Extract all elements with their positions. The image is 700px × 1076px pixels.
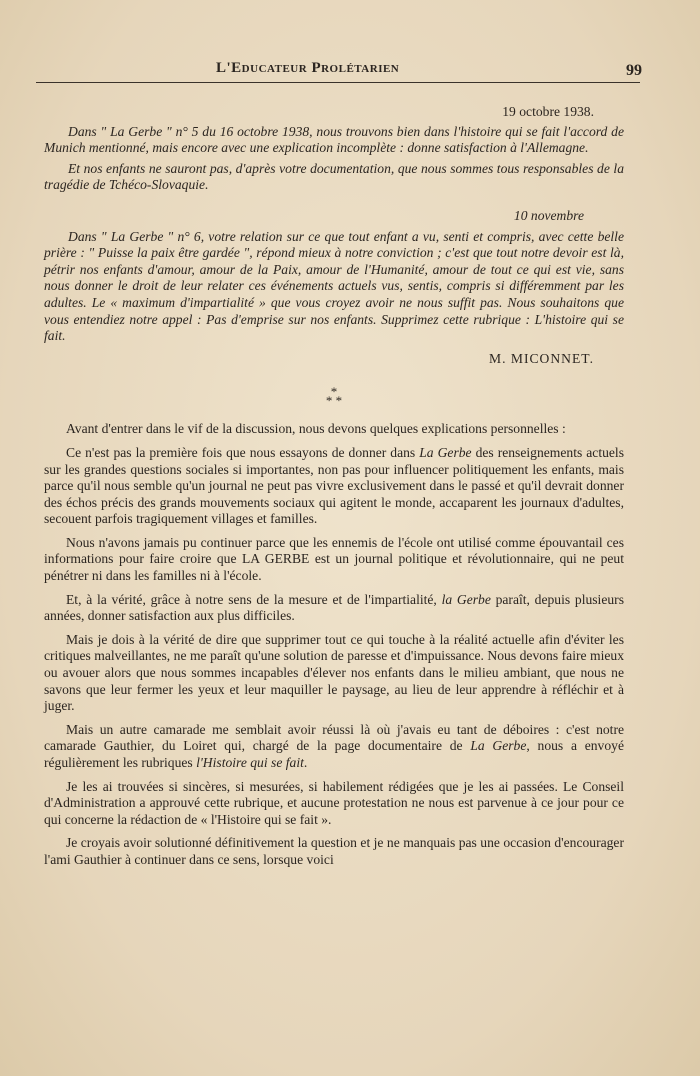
asterism-glyph: * * *: [325, 384, 343, 409]
body-paragraph: [44, 592, 624, 625]
page-number: 99: [626, 62, 642, 79]
letter-date-1: 19 octobre 1938.: [502, 104, 594, 119]
running-title: L'Educateur Prolétarien: [216, 60, 400, 76]
body-paragraph: [44, 445, 624, 528]
journal-title: la Gerbe: [441, 591, 491, 607]
rubric-title: l'Histoire qui se fait: [196, 755, 304, 770]
quoted-letter: [44, 104, 624, 367]
letter-paragraph: Et nos enfants ne sauront pas, d'après votre documentation, que nous sommes tous responsables de la tragédie de Tchéco-Slovaquie.: [44, 160, 624, 193]
journal-title: La Gerbe: [470, 738, 527, 754]
text-run: Et, à la vérité, grâce à notre sens de la mesure et de l'impartialité,: [66, 591, 442, 607]
text-run: , nous a envoyé régulièrement les rubriques: [44, 738, 624, 770]
text-run: Ce n'est pas la première fois que nous essayons de donner dans: [66, 444, 420, 460]
body-paragraph: Avant d'entrer dans le vif de la discussion, nous devons quelques explications personnelles :: [66, 421, 566, 437]
body-paragraph: [44, 722, 624, 772]
body-paragraph: Je croyais avoir solutionné définitivement la question et je ne manquais pas une occasion d'encourager l'ami Gauthier à continuer dans ce sens, lorsque voici: [44, 835, 624, 867]
body-paragraph: Mais je dois à la vérité de dire que supprimer tout ce qui touche à la réalité actuelle afin d'éviter les critiques malveillantes, ne me paraît qu'une solution de paresse et d'impuissance. Nous devons faire mieux ou avouer alors que nous sommes incapables d'élever nos enfants dans le milieu ambiant, que nous ne savons que leur fermer les yeux et leur maquiller le paysage, au lieu de leur apprendre à réfléchir et à juger.: [44, 631, 624, 714]
letter-signature: M. MICONNET.: [488, 350, 594, 366]
journal-title: La Gerbe: [419, 444, 472, 460]
page-header: [36, 60, 640, 83]
letter-paragraph: Dans " La Gerbe " n° 6, votre relation sur ce que tout enfant a vu, senti et compris, avec cette belle prière : " Puisse la paix être gardée ", répond mieux à notre conviction ; c'est que tout notre devoir est là, pétrir nos enfants d'amour, amour de la Paix, amour de l'Humanité, amour de tout ce qui est vie, sans nous donner le droit de leur relater ces événements actuels vus, sentis, compris si différemment par les adultes. Le « maximum d'impartialité » que vous croyez avoir ne nous suffit pas. Nous souhaitons que vous entendiez notre appel : Pas d'emprise sur nos enfants. Supprimez cette rubrique : L'histoire qui se fait.: [44, 228, 624, 344]
text-run: paraît, depuis plusieurs années, donner satisfaction aux plus difficiles.: [44, 591, 624, 624]
asterism-separator: [44, 384, 624, 409]
page-content: [44, 104, 624, 876]
body-paragraph: Je les ai trouvées si sincères, si mesurées, si habilement rédigées que je les ai passées. Le Conseil d'Administration a approuvé cette rubrique, et aucune protestation ne nous est parvenue à ce jour pour ce qui concerne la rédaction de « l'Histoire qui se fait ».: [44, 778, 624, 827]
letter-date-2: 10 novembre: [513, 207, 584, 223]
letter-paragraph: Dans " La Gerbe " n° 5 du 16 octobre 1938, nous trouvons bien dans l'histoire qui se fait l'accord de Munich mentionné, mais encore avec une explication incomplète : donne satisfaction à l'Allemagne.: [44, 123, 624, 156]
body-paragraph: Nous n'avons jamais pu continuer parce que les ennemis de l'école ont utilisé comme épouvantail ces informations pour faire croire que LA GERBE est un journal politique et révolutionnaire, qui ne peut pénétrer ni dans les familles ni à l'école.: [44, 534, 624, 584]
text-run: Mais un autre camarade me semblait avoir réussi là où j'avais eu tant de déboires : c'est notre camarade Gauthier, du Loiret qui, chargé de la page documentaire de: [44, 721, 624, 754]
article-body: [44, 421, 624, 868]
text-run: .: [303, 755, 308, 770]
text-run: des renseignements actuels sur les grandes questions sociales si importantes, non pas pour influencer politiquement les enfants, mais parce qu'il nous semble qu'un journal ne peut pas vivre exclusivement dans le passé et qu'il devrait donner des échos précis des grands mouvements sociaux qui agitent le monde, accaparent les journaux d'adultes, secouent parfois tragiquement villages et familles.: [44, 444, 625, 527]
